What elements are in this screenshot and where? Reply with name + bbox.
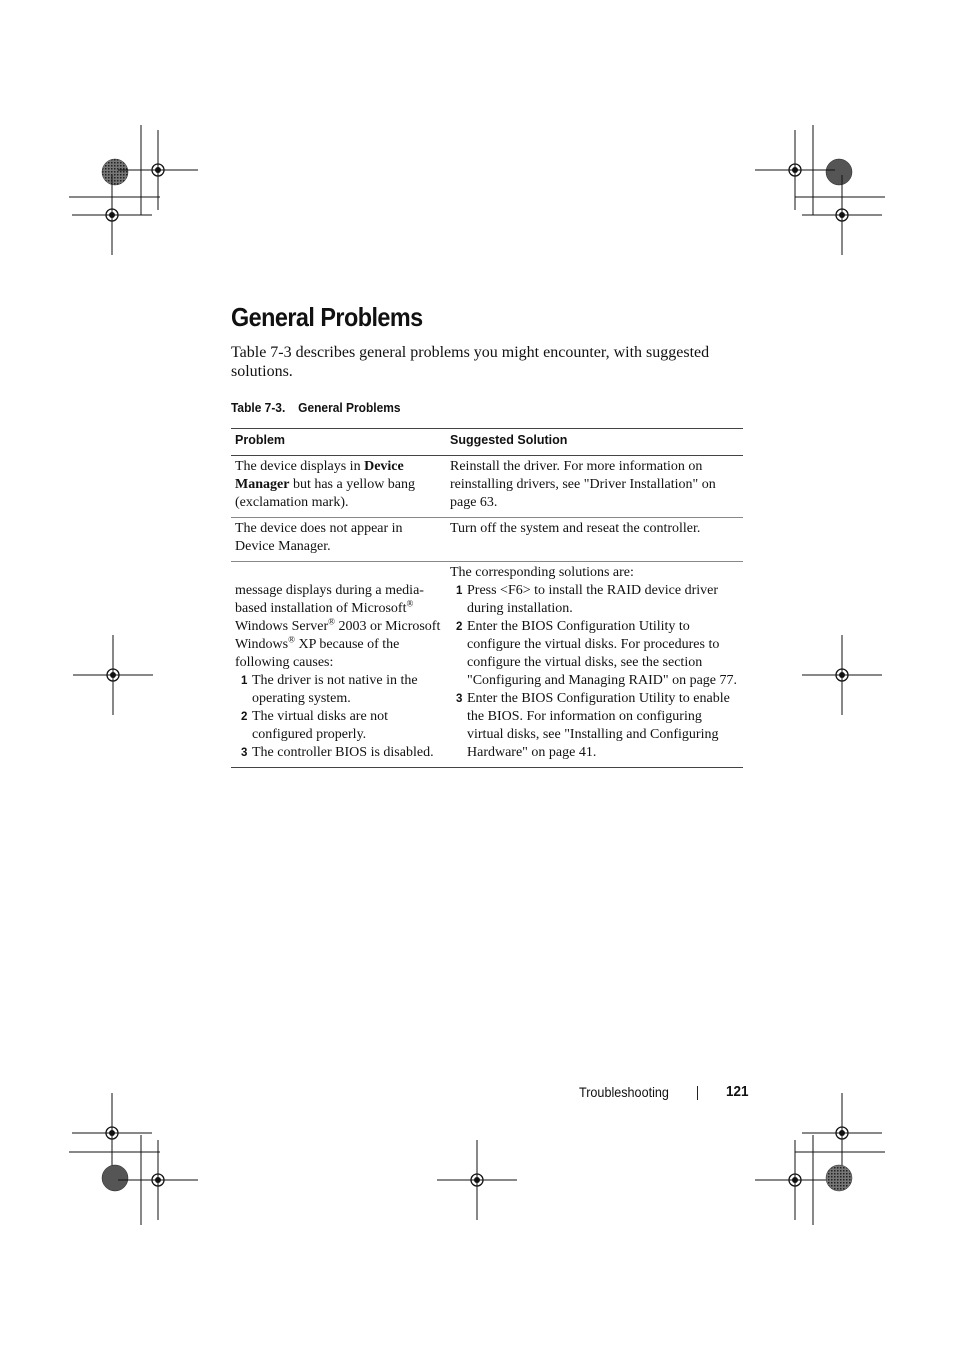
cause-item: 3 The controller BIOS is disabled.	[241, 745, 434, 760]
solution-number: 2	[456, 621, 463, 633]
problem-cell	[231, 562, 446, 768]
problem-cell: The device does not appear in Device Manager.	[231, 518, 446, 562]
table-caption-number: Table 7-3.	[231, 400, 286, 415]
column-header-solution: Suggested Solution	[446, 429, 743, 456]
solution-number: 3	[456, 693, 463, 705]
device-manager-term: Device Manager	[235, 459, 404, 492]
table-header-row	[231, 429, 743, 456]
table-caption	[231, 400, 401, 415]
table-caption-title: General Problems	[298, 400, 401, 415]
solution-item: 3 Enter the BIOS Configuration Utility to enable the BIOS. For information on configuring virtual disks, see "Installing and Configuring Hardware" on page 41.	[456, 691, 730, 760]
cause-item: 1 The driver is not native in the operating system.	[241, 673, 418, 706]
problem-text-cont: but has a yellow bang (exclamation mark).	[235, 477, 416, 510]
registered-mark: ®	[406, 598, 414, 609]
footer-section-name: Troubleshooting	[579, 1084, 669, 1100]
problem-cell	[231, 456, 446, 518]
problem-text: The device displays in	[235, 459, 365, 474]
page-number: 121	[726, 1083, 749, 1100]
solutions-intro: The corresponding solutions are:	[450, 565, 634, 580]
solution-cell: Reinstall the driver. For more information on reinstalling drivers, see "Driver Installation" on page 63.	[446, 456, 743, 518]
solution-cell	[446, 562, 743, 768]
intro-paragraph: Table 7-3 describes general problems you might encounter, with suggested solutions.	[231, 344, 710, 380]
column-header-problem: Problem	[231, 429, 446, 456]
table-row	[231, 518, 743, 562]
cause-number: 3	[241, 747, 248, 759]
solution-item: 2 Enter the BIOS Configuration Utility to configure the virtual disks. For procedures to configure the virtual disks, see the section "Configuring and Managing RAID" on page 77.	[456, 619, 737, 688]
general-problems-table	[231, 428, 743, 768]
registered-mark: ®	[288, 634, 295, 645]
table-row	[231, 562, 743, 768]
registered-mark: ®	[328, 616, 335, 627]
solution-number: 1	[456, 585, 463, 597]
section-heading: General Problems	[231, 302, 423, 332]
table-row	[231, 456, 743, 518]
cause-number: 2	[241, 711, 248, 723]
cause-number: 1	[241, 675, 248, 687]
problem-description: message displays during a media-based installation of Microsoft® Windows Server® 2003 or Microsoft Windows® XP because of the following causes:	[235, 583, 441, 670]
solution-item: 1 Press <F6> to install the RAID device driver during installation.	[456, 583, 719, 616]
cause-item: 2 The virtual disks are not configured properly.	[241, 709, 389, 742]
solution-cell: Turn off the system and reseat the controller.	[446, 518, 743, 562]
footer-divider	[697, 1086, 698, 1100]
